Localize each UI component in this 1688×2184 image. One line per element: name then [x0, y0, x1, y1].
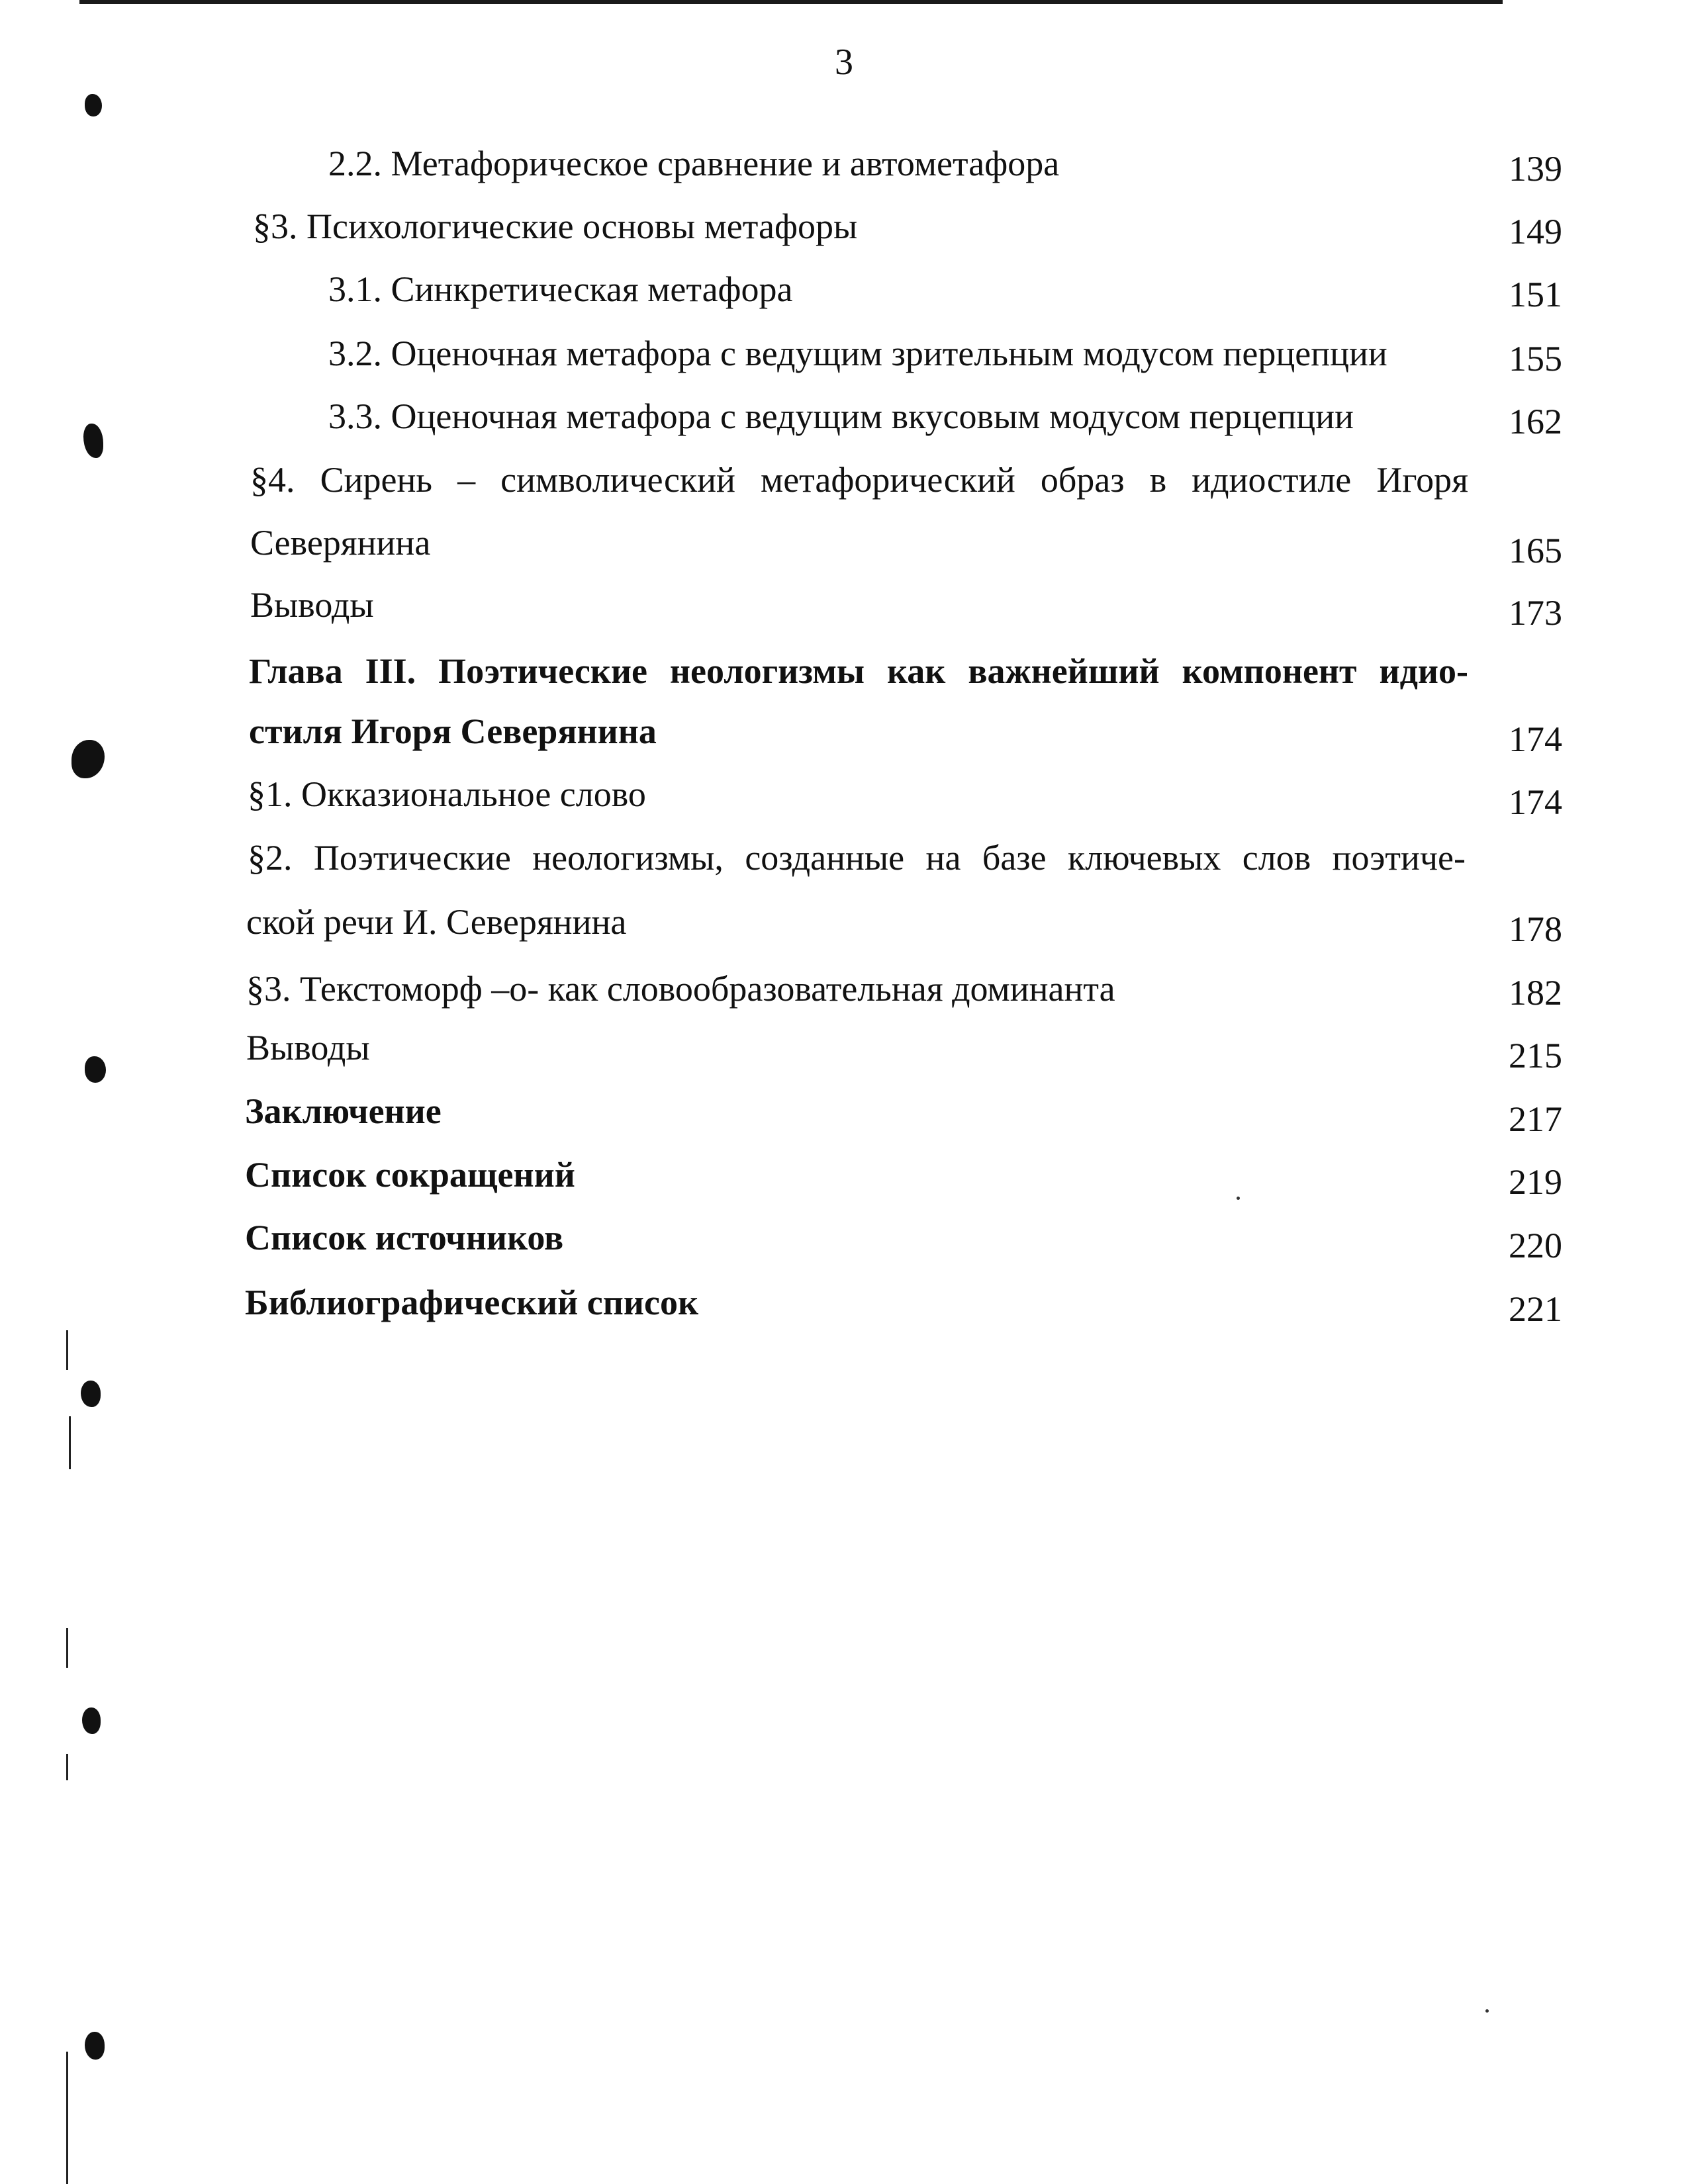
toc-page-number: 151	[1509, 275, 1562, 314]
toc-entry-abbreviations: Список сокращений	[245, 1155, 575, 1195]
binding-line	[66, 1330, 68, 1370]
toc-page-number: 162	[1509, 402, 1562, 441]
toc-entry-3-1: 3.1. Синкретическая метафора	[328, 269, 793, 309]
binding-line	[69, 1416, 71, 1469]
toc-page-number: 215	[1509, 1036, 1562, 1075]
toc-entry-bibliography: Библиографический список	[245, 1283, 699, 1322]
binding-line	[66, 2052, 68, 2184]
toc-entry-section-3: §3. Психологические основы метафоры	[253, 206, 858, 246]
toc-entry-3-3: 3.3. Оценочная метафора с ведущим вкусовым модусом перцепции	[328, 396, 1354, 436]
toc-page-number: 149	[1509, 212, 1562, 251]
toc-page-number: 139	[1509, 149, 1562, 189]
toc-page-number: 182	[1509, 973, 1562, 1013]
scan-speck	[1237, 1197, 1240, 1200]
toc-page-number: 221	[1509, 1289, 1562, 1329]
binding-line	[66, 1754, 68, 1780]
punch-hole-mark	[71, 740, 105, 778]
toc-page-number: 174	[1509, 782, 1562, 822]
toc-entry-ch3-section-1: §1. Окказиональное слово	[248, 774, 646, 814]
toc-entry-2-2: 2.2. Метафорическое сравнение и автометафора	[328, 144, 1060, 183]
punch-hole-mark	[82, 1707, 101, 1734]
toc-entry-section-4: §4. Сирень – символический метафорический образ в идиостиле Игоря	[250, 460, 1468, 500]
toc-page-number: 178	[1509, 909, 1562, 949]
punch-hole-mark	[85, 1056, 106, 1083]
toc-page-number: 217	[1509, 1099, 1562, 1139]
binding-line	[66, 1628, 68, 1668]
toc-entry-conclusions-ch3: Выводы	[246, 1028, 370, 1068]
toc-page-number: 165	[1509, 531, 1562, 570]
punch-hole-mark	[85, 2032, 105, 2060]
punch-hole-mark	[85, 94, 102, 116]
toc-page-number: 220	[1509, 1226, 1562, 1265]
toc-entry-ch3-section-2: §2. Поэтические неологизмы, созданные на базе ключевых слов поэтиче-	[248, 838, 1466, 878]
toc-page-number: 174	[1509, 719, 1562, 759]
page-number: 3	[835, 42, 853, 83]
toc-entry-ch3-section-3: §3. Текстоморф –о- как словообразовательная доминанта	[246, 969, 1115, 1009]
toc-page-number: 155	[1509, 339, 1562, 379]
toc-entry-conclusion: Заключение	[245, 1091, 442, 1131]
toc-entry-chapter-3-cont: стиля Игоря Северянина	[249, 711, 657, 751]
toc-entry-sources: Список источников	[245, 1218, 564, 1257]
toc-entry-chapter-3: Глава III. Поэтические неологизмы как важнейший компонент идио-	[249, 651, 1468, 691]
toc-entry-ch3-section-2-cont: ской речи И. Северянина	[246, 902, 627, 942]
punch-hole-mark	[81, 1381, 101, 1407]
punch-hole-mark	[83, 424, 103, 458]
scan-margin-artifacts	[0, 0, 132, 2184]
toc-entry-3-2: 3.2. Оценочная метафора с ведущим зрительным модусом перцепции	[328, 334, 1387, 373]
scan-speck	[1485, 2009, 1489, 2013]
toc-page-number: 173	[1509, 593, 1562, 633]
toc-entry-conclusions-ch2: Выводы	[250, 585, 374, 625]
toc-entry-section-4-cont: Северянина	[250, 523, 431, 563]
toc-page-number: 219	[1509, 1162, 1562, 1202]
